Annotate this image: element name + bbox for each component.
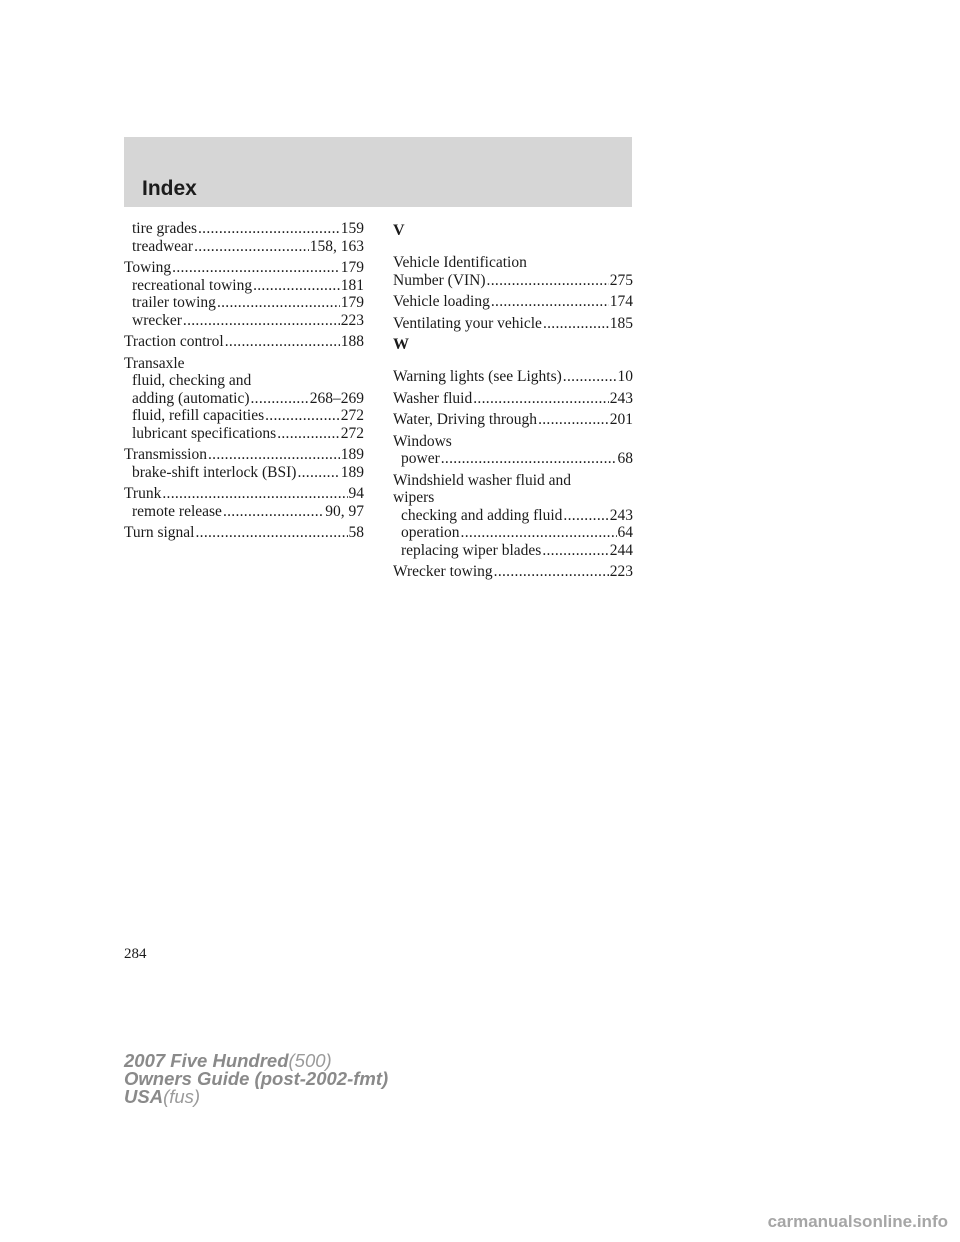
entry-text: Number (VIN) [393,271,486,289]
index-subentry-line [124,312,364,330]
document-footer [124,1052,388,1106]
index-entry-line [393,368,633,386]
entry-text: Transaxle [124,354,185,372]
entry-text: Turn signal [124,524,195,541]
entry-page-ref: 185 [609,314,633,332]
entry-page-ref: 275 [609,271,633,289]
entry-text: Traction control [124,333,224,350]
entry-text: adding (automatic) [132,389,250,407]
index-entry [393,315,633,333]
dot-leader [253,277,340,295]
footer-market: USA [124,1086,164,1107]
dot-leader [277,425,340,443]
index-entry-line [393,293,633,311]
index-subentry-line [393,542,633,560]
dot-leader [194,238,309,256]
entry-text: brake-shift interlock (BSI) [132,463,297,481]
entry-page-ref: 10 [617,368,633,385]
index-entry-line [124,259,364,277]
index-subentry-line [393,450,633,468]
entry-page-ref: 272 [340,407,364,424]
dot-leader [473,390,609,408]
index-entry-line [393,489,633,507]
dot-leader [441,450,617,468]
entry-page-ref: 64 [617,524,633,541]
index-subentry-line [124,425,364,443]
entry-page-ref: 90, 97 [325,502,364,520]
index-entry [124,524,364,542]
dot-leader [198,220,340,238]
dot-leader [542,542,608,560]
index-entry-line [393,315,633,333]
index-entry [393,368,633,386]
entry-text: recreational towing [132,276,253,294]
entry-text: trailer towing [132,294,216,311]
footer-model-code: (500) [288,1050,332,1071]
entry-page-ref: 68 [617,450,633,467]
entry-page-ref: 244 [609,541,633,559]
dot-leader [217,294,340,312]
index-entry-line [124,524,364,542]
entry-text: Wrecker towing [393,563,493,580]
entry-text: Trunk [124,485,162,502]
dot-leader [494,563,609,581]
entry-text: Windshield washer fluid and [393,471,572,489]
index-subentry-line [393,507,633,525]
index-entry [393,254,633,289]
index-subentry-line [124,503,364,521]
entry-text: fluid, checking and [132,372,252,389]
entry-text: Warning lights (see Lights) [393,368,562,385]
entry-page-ref: 94 [348,485,364,502]
dot-leader [563,368,617,386]
index-column-right [393,220,633,585]
entry-page-ref: 188 [340,333,364,350]
entry-page-ref: 179 [340,259,364,276]
dot-leader [461,524,617,542]
index-subentry-line [124,390,364,408]
index-letter-heading: V [393,222,405,239]
index-entry [393,433,633,468]
entry-text: fluid, refill capacities [132,407,265,424]
dot-leader [172,259,340,277]
index-entry-line [393,433,633,451]
index-entry-line [393,563,633,581]
entry-text: remote release [132,502,222,520]
entry-text: Windows [393,432,452,450]
footer-guide: Owners Guide (post-2002-fmt) [124,1068,389,1089]
index-entry [393,390,633,408]
dot-leader [265,407,340,425]
dot-leader [543,315,609,333]
index-subentry-line [124,407,364,425]
index-entry-line [124,355,364,373]
entry-page-ref: 223 [340,311,364,329]
entry-text: Ventilating your vehicle [393,314,542,332]
index-entry-line [393,472,633,490]
entry-text: treadwear [132,237,194,255]
entry-text: Water, Driving through [393,411,538,428]
entry-page-ref: 243 [609,389,633,407]
entry-text: Transmission [124,446,207,463]
entry-text: replacing wiper blades [401,541,542,559]
entry-text: tire grades [132,220,197,237]
index-subentry-line [124,294,364,312]
index-entry [393,411,633,429]
entry-page-ref: 179 [340,294,364,311]
entry-text: wrecker [132,311,182,329]
index-entry [124,220,364,255]
entry-page-ref: 189 [340,463,364,481]
entry-page-ref: 223 [609,563,633,580]
footer-model: 2007 Five Hundred [124,1050,289,1071]
index-entry-line [393,254,633,272]
index-entry [393,472,633,560]
dot-leader [225,333,340,351]
index-letter-heading: W [393,336,409,353]
entry-page-ref: 243 [609,506,633,524]
dot-leader [195,524,347,542]
entry-page-ref: 58 [348,524,364,541]
entry-text: power [401,450,440,467]
entry-page-ref: 189 [340,446,364,463]
footer-market-code: (fus) [163,1086,201,1107]
page-number: 284 [124,946,147,962]
entry-text: Washer fluid [393,389,473,407]
dot-leader [251,390,309,408]
entry-page-ref: 272 [340,424,364,442]
entry-page-ref: 158, 163 [309,237,364,255]
dot-leader [538,411,609,429]
index-entry [124,259,364,329]
entry-text: wipers [393,489,435,506]
entry-text: Vehicle loading [393,293,490,310]
section-header-band [124,137,632,207]
dot-leader [487,272,609,290]
index-subentry-line [393,524,633,542]
dot-leader [223,503,324,521]
index-entry-line [124,333,364,351]
index-entry-line [393,390,633,408]
entry-page-ref: 201 [609,411,633,428]
entry-page-ref: 268–269 [309,389,364,407]
index-subentry-line [124,220,364,238]
dot-leader [183,312,340,330]
index-entry-line [393,411,633,429]
index-subentry-line [124,277,364,295]
index-column-left [124,220,364,546]
entry-text: Towing [124,259,172,276]
dot-leader [491,293,609,311]
section-title: Index [142,177,197,200]
index-subentry-line [124,372,364,390]
dot-leader [297,464,339,482]
entry-page-ref: 174 [609,293,633,310]
index-entry [124,355,364,443]
site-watermark: carmanualsonline.info [767,1212,948,1231]
index-entry-line [393,272,633,290]
index-entry [393,293,633,311]
index-entry-line [124,485,364,503]
entry-text: operation [401,524,460,541]
dot-leader [208,446,340,464]
index-entry-line [124,446,364,464]
entry-text: lubricant specifications [132,424,277,442]
entry-page-ref: 181 [340,276,364,294]
index-entry [124,446,364,481]
index-subentry-line [124,464,364,482]
dot-leader [162,485,347,503]
entry-page-ref: 159 [340,220,364,237]
entry-text: Vehicle Identification [393,254,527,271]
index-entry [124,333,364,351]
dot-leader [563,507,608,525]
entry-text: checking and adding fluid [401,506,563,524]
index-entry [393,563,633,581]
index-entry [124,485,364,520]
index-subentry-line [124,238,364,256]
